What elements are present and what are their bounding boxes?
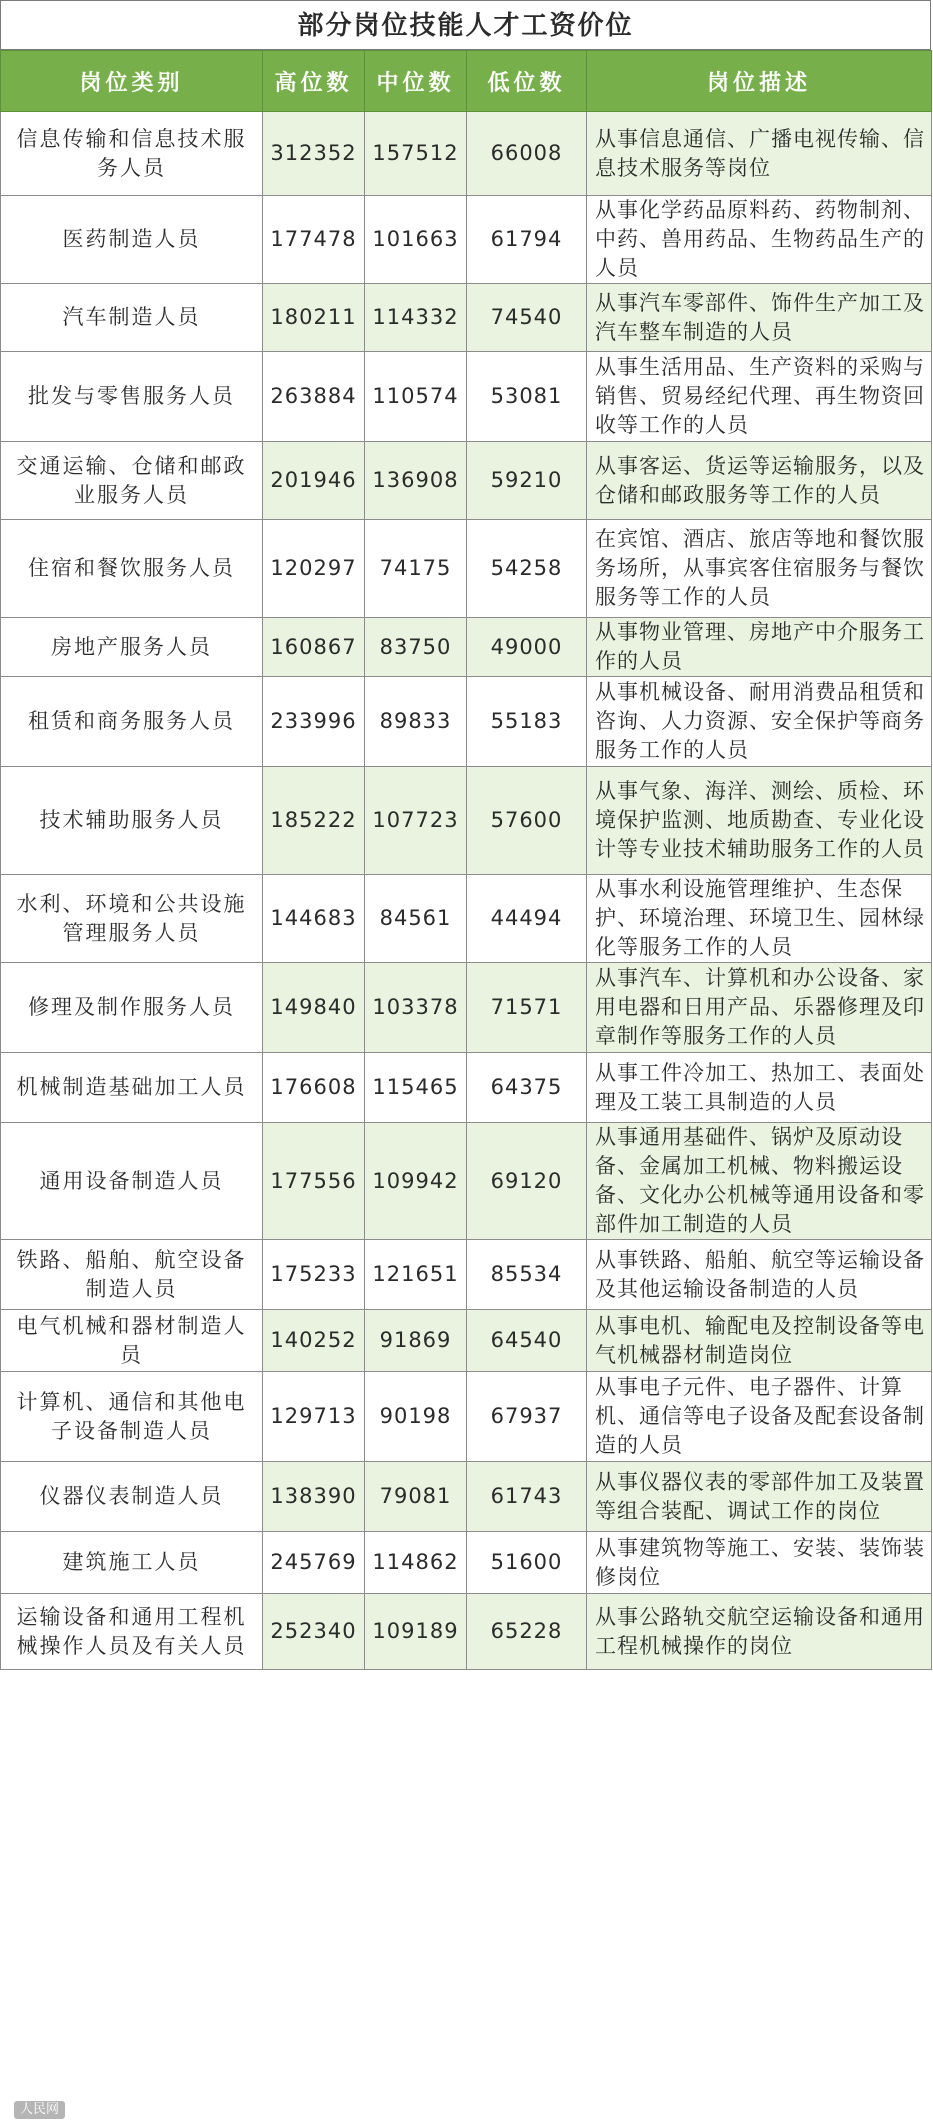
low-value-cell: 64375: [467, 1053, 587, 1123]
description-cell: 从事信息通信、广播电视传输、信息技术服务等岗位: [587, 112, 932, 196]
category-cell: 建筑施工人员: [1, 1532, 263, 1594]
description-cell: 从事电子元件、电子器件、计算机、通信等电子设备及配套设备制造的人员: [587, 1372, 932, 1462]
table-row: [1, 1310, 932, 1372]
low-value-cell: 61794: [467, 196, 587, 284]
median-value-cell: 83750: [365, 618, 467, 677]
table-row: [1, 1123, 932, 1240]
description-cell: 从事汽车、计算机和办公设备、家用电器和日用产品、乐器修理及印章制作等服务工作的人员: [587, 963, 932, 1053]
low-value-cell: 71571: [467, 963, 587, 1053]
low-value-cell: 44494: [467, 875, 587, 963]
low-value-cell: 74540: [467, 284, 587, 352]
high-value-cell: 176608: [263, 1053, 365, 1123]
category-cell: 住宿和餐饮服务人员: [1, 520, 263, 618]
low-value-cell: 61743: [467, 1462, 587, 1532]
table-title: 部分岗位技能人才工资价位: [0, 0, 931, 50]
low-value-cell: 59210: [467, 442, 587, 520]
table-row: [1, 677, 932, 767]
category-cell: 运输设备和通用工程机械操作人员及有关人员: [1, 1594, 263, 1670]
median-value-cell: 157512: [365, 112, 467, 196]
high-value-cell: 160867: [263, 618, 365, 677]
high-value-cell: 144683: [263, 875, 365, 963]
table-row: [1, 1532, 932, 1594]
category-cell: 通用设备制造人员: [1, 1123, 263, 1240]
table-row: [1, 352, 932, 442]
median-value-cell: 90198: [365, 1372, 467, 1462]
high-value-cell: 252340: [263, 1594, 365, 1670]
category-cell: 批发与零售服务人员: [1, 352, 263, 442]
category-cell: 技术辅助服务人员: [1, 767, 263, 875]
category-cell: 医药制造人员: [1, 196, 263, 284]
table-row: [1, 963, 932, 1053]
description-cell: 从事仪器仪表的零部件加工及装置等组合装配、调试工作的岗位: [587, 1462, 932, 1532]
category-cell: 计算机、通信和其他电子设备制造人员: [1, 1372, 263, 1462]
high-value-cell: 149840: [263, 963, 365, 1053]
category-cell: 租赁和商务服务人员: [1, 677, 263, 767]
category-cell: 交通运输、仓储和邮政业服务人员: [1, 442, 263, 520]
high-value-cell: 185222: [263, 767, 365, 875]
category-cell: 机械制造基础加工人员: [1, 1053, 263, 1123]
median-value-cell: 114862: [365, 1532, 467, 1594]
median-value-cell: 103378: [365, 963, 467, 1053]
high-value-cell: 175233: [263, 1240, 365, 1310]
high-value-cell: 140252: [263, 1310, 365, 1372]
high-value-cell: 245769: [263, 1532, 365, 1594]
description-cell: 从事公路轨交航空运输设备和通用工程机械操作的岗位: [587, 1594, 932, 1670]
table-row: [1, 1594, 932, 1670]
category-cell: 汽车制造人员: [1, 284, 263, 352]
low-value-cell: 66008: [467, 112, 587, 196]
header-description: 岗位描述: [587, 51, 932, 112]
low-value-cell: 67937: [467, 1372, 587, 1462]
high-value-cell: 180211: [263, 284, 365, 352]
table-row: [1, 196, 932, 284]
table-row: [1, 767, 932, 875]
high-value-cell: 233996: [263, 677, 365, 767]
low-value-cell: 85534: [467, 1240, 587, 1310]
median-value-cell: 110574: [365, 352, 467, 442]
table-row: [1, 1240, 932, 1310]
header-row: [1, 51, 932, 112]
category-cell: 房地产服务人员: [1, 618, 263, 677]
median-value-cell: 115465: [365, 1053, 467, 1123]
table-row: [1, 618, 932, 677]
table-row: [1, 442, 932, 520]
low-value-cell: 49000: [467, 618, 587, 677]
description-cell: 从事客运、货运等运输服务，以及仓储和邮政服务等工作的人员: [587, 442, 932, 520]
salary-table: [0, 50, 932, 1670]
description-cell: 从事铁路、船舶、航空等运输设备及其他运输设备制造的人员: [587, 1240, 932, 1310]
category-cell: 铁路、船舶、航空设备制造人员: [1, 1240, 263, 1310]
median-value-cell: 109189: [365, 1594, 467, 1670]
description-cell: 从事机械设备、耐用消费品租赁和咨询、人力资源、安全保护等商务服务工作的人员: [587, 677, 932, 767]
category-cell: 仪器仪表制造人员: [1, 1462, 263, 1532]
median-value-cell: 121651: [365, 1240, 467, 1310]
median-value-cell: 89833: [365, 677, 467, 767]
low-value-cell: 69120: [467, 1123, 587, 1240]
category-cell: 水利、环境和公共设施管理服务人员: [1, 875, 263, 963]
header-high: 高位数: [263, 51, 365, 112]
high-value-cell: 138390: [263, 1462, 365, 1532]
low-value-cell: 51600: [467, 1532, 587, 1594]
high-value-cell: 177478: [263, 196, 365, 284]
header-category: 岗位类别: [1, 51, 263, 112]
table-row: [1, 520, 932, 618]
header-median: 中位数: [365, 51, 467, 112]
high-value-cell: 312352: [263, 112, 365, 196]
low-value-cell: 57600: [467, 767, 587, 875]
category-cell: 修理及制作服务人员: [1, 963, 263, 1053]
table-row: [1, 1462, 932, 1532]
median-value-cell: 109942: [365, 1123, 467, 1240]
description-cell: 从事工件冷加工、热加工、表面处理及工装工具制造的人员: [587, 1053, 932, 1123]
category-cell: 电气机械和器材制造人员: [1, 1310, 263, 1372]
description-cell: 从事汽车零部件、饰件生产加工及汽车整车制造的人员: [587, 284, 932, 352]
median-value-cell: 136908: [365, 442, 467, 520]
low-value-cell: 65228: [467, 1594, 587, 1670]
description-cell: 从事气象、海洋、测绘、质检、环境保护监测、地质勘查、专业化设计等专业技术辅助服务工作的人员: [587, 767, 932, 875]
description-cell: 从事建筑物等施工、安装、装饰装修岗位: [587, 1532, 932, 1594]
description-cell: 从事化学药品原料药、药物制剂、中药、兽用药品、生物药品生产的人员: [587, 196, 932, 284]
header-low: 低位数: [467, 51, 587, 112]
category-cell: 信息传输和信息技术服务人员: [1, 112, 263, 196]
median-value-cell: 114332: [365, 284, 467, 352]
low-value-cell: 53081: [467, 352, 587, 442]
high-value-cell: 129713: [263, 1372, 365, 1462]
low-value-cell: 54258: [467, 520, 587, 618]
description-cell: 从事通用基础件、锅炉及原动设备、金属加工机械、物料搬运设备、文化办公机械等通用设备和零部件加工制造的人员: [587, 1123, 932, 1240]
watermark: 人民网: [14, 2101, 65, 2119]
median-value-cell: 107723: [365, 767, 467, 875]
table-row: [1, 1053, 932, 1123]
low-value-cell: 55183: [467, 677, 587, 767]
median-value-cell: 79081: [365, 1462, 467, 1532]
description-cell: 在宾馆、酒店、旅店等地和餐饮服务场所，从事宾客住宿服务与餐饮服务等工作的人员: [587, 520, 932, 618]
median-value-cell: 84561: [365, 875, 467, 963]
median-value-cell: 91869: [365, 1310, 467, 1372]
high-value-cell: 201946: [263, 442, 365, 520]
table-row: [1, 112, 932, 196]
low-value-cell: 64540: [467, 1310, 587, 1372]
description-cell: 从事水利设施管理维护、生态保护、环境治理、环境卫生、园林绿化等服务工作的人员: [587, 875, 932, 963]
description-cell: 从事物业管理、房地产中介服务工作的人员: [587, 618, 932, 677]
table-row: [1, 284, 932, 352]
table-row: [1, 875, 932, 963]
high-value-cell: 120297: [263, 520, 365, 618]
median-value-cell: 74175: [365, 520, 467, 618]
high-value-cell: 177556: [263, 1123, 365, 1240]
table-row: [1, 1372, 932, 1462]
median-value-cell: 101663: [365, 196, 467, 284]
description-cell: 从事电机、输配电及控制设备等电气机械器材制造岗位: [587, 1310, 932, 1372]
high-value-cell: 263884: [263, 352, 365, 442]
description-cell: 从事生活用品、生产资料的采购与销售、贸易经纪代理、再生物资回收等工作的人员: [587, 352, 932, 442]
